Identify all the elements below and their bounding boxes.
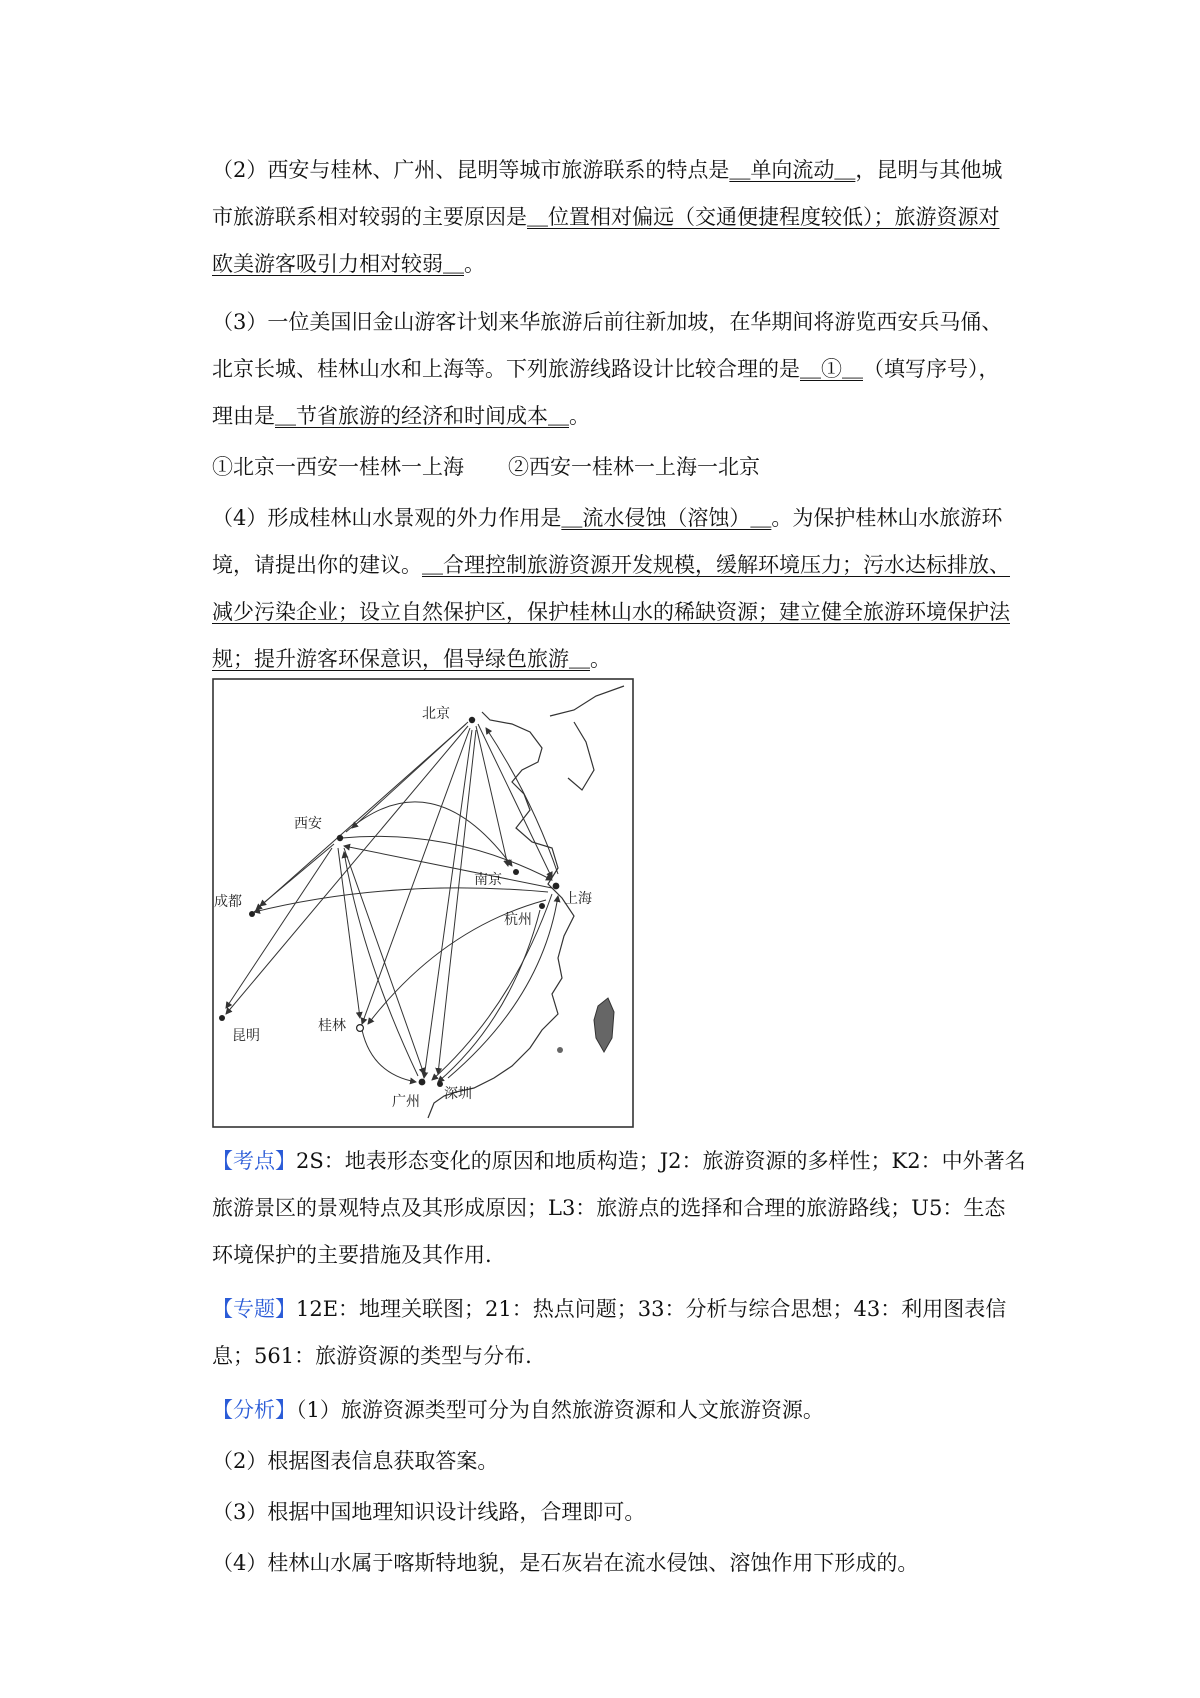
q3-option-2: ②西安一桂林一上海一北京 bbox=[508, 455, 760, 479]
kunming-label: 昆明 bbox=[232, 1028, 260, 1044]
q3-option-1: ①北京一西安一桂林一上海 bbox=[212, 455, 464, 479]
q2-text: ，昆明与其他城 bbox=[855, 158, 1003, 182]
q3-text: 。 bbox=[569, 404, 590, 428]
zhuanti-line-1 bbox=[212, 1294, 1006, 1324]
kunming-dot bbox=[219, 1015, 225, 1021]
kaodian-line-2: 旅游景区的景观特点及其形成原因；L3：旅游点的选择和合理的旅游路线；U5：生态 bbox=[212, 1196, 1006, 1220]
q4-text: 境，请提出你的建议。 bbox=[212, 553, 422, 577]
nanjing-dot bbox=[513, 869, 519, 875]
hangzhou-label: 杭州 bbox=[504, 912, 532, 928]
q3-line-3 bbox=[212, 401, 590, 431]
hangzhou-dot bbox=[539, 903, 545, 909]
q3-answer-1: ＿①＿ bbox=[800, 357, 863, 381]
kaodian-tag: 【考点】 bbox=[212, 1149, 296, 1173]
fenxi-line-2: （2）根据图表信息获取答案。 bbox=[212, 1449, 499, 1473]
beijing-label: 北京 bbox=[422, 706, 450, 722]
chengdu-dot bbox=[249, 911, 255, 917]
small-island bbox=[557, 1047, 563, 1053]
q3-text: （填写序号）， bbox=[863, 357, 1000, 381]
q2-answer-2: ＿位置相对偏远（交通便捷程度较低）；旅游资源对 bbox=[527, 205, 1000, 229]
shanghai-dot bbox=[553, 883, 560, 890]
tourism-flow-map bbox=[212, 678, 634, 1128]
q2-answer-2-cont: 欧美游客吸引力相对较弱＿ bbox=[212, 252, 464, 276]
q2-text: 。 bbox=[464, 252, 485, 276]
xian-label: 西安 bbox=[294, 816, 322, 832]
q3-text: 北京长城、桂林山水和上海等。下列旅游线路设计比较合理的是 bbox=[212, 357, 800, 381]
q3-line-1: （3）一位美国旧金山游客计划来华旅游后前往新加坡，在华期间将游览西安兵马俑、 bbox=[212, 310, 1003, 334]
guangzhou-label: 广州 bbox=[392, 1094, 420, 1110]
q4-text: 。为保护桂林山水旅游环 bbox=[771, 506, 1003, 530]
shenzhen-dot bbox=[437, 1081, 443, 1087]
fenxi-line-4: （4）桂林山水属于喀斯特地貌，是石灰岩在流水侵蚀、溶蚀作用下形成的。 bbox=[212, 1551, 919, 1575]
guangzhou-dot bbox=[419, 1079, 426, 1086]
q4-answer-2: ＿合理控制旅游资源开发规模，缓解环境压力；污水达标排放、 bbox=[422, 553, 1010, 577]
fenxi-tag: 【分析】 bbox=[212, 1398, 296, 1422]
nanjing-label: 南京 bbox=[474, 872, 502, 888]
fenxi-line-3: （3）根据中国地理知识设计线路，合理即可。 bbox=[212, 1500, 646, 1524]
chengdu-label: 成都 bbox=[214, 894, 242, 910]
q4-answer-2-cont: 减少污染企业；设立自然保护区，保护桂林山水的稀缺资源；建立健全旅游环境保护法 bbox=[212, 600, 1010, 624]
q2-text: （2）西安与桂林、广州、昆明等城市旅游联系的特点是 bbox=[212, 158, 730, 182]
q3-line-2 bbox=[212, 354, 1000, 384]
q2-text: 市旅游联系相对较弱的主要原因是 bbox=[212, 205, 527, 229]
kaodian-line-1 bbox=[212, 1146, 1026, 1176]
q3-text: 理由是 bbox=[212, 404, 275, 428]
zhuanti-text: 12E：地理关联图；21：热点问题；33：分析与综合思想；43：利用图表信 bbox=[296, 1297, 1007, 1321]
q4-answer-1: ＿流水侵蚀（溶蚀）＿ bbox=[561, 506, 772, 530]
xian-dot bbox=[337, 835, 343, 841]
q4-line-1 bbox=[212, 503, 1002, 533]
zhuanti-line-2: 息；561：旅游资源的类型与分布. bbox=[212, 1344, 532, 1368]
q2-line-3 bbox=[212, 249, 485, 279]
q4-answer-2-end: 规；提升游客环保意识，倡导绿色旅游＿ bbox=[212, 647, 590, 671]
q4-text: （4）形成桂林山水景观的外力作用是 bbox=[212, 506, 562, 530]
q2-line-2 bbox=[212, 202, 1000, 232]
beijing-dot bbox=[469, 717, 475, 723]
q4-line-3 bbox=[212, 597, 1010, 627]
map-svg bbox=[212, 678, 634, 1128]
guilin-label: 桂林 bbox=[318, 1018, 346, 1034]
q4-text: 。 bbox=[590, 647, 611, 671]
kaodian-text: 2S：地表形态变化的原因和地质构造；J2：旅游资源的多样性；K2：中外著名 bbox=[296, 1149, 1026, 1173]
kaodian-line-3: 环境保护的主要措施及其作用. bbox=[212, 1243, 492, 1267]
q2-line-1 bbox=[212, 155, 1002, 185]
q2-answer-1: ＿单向流动＿ bbox=[729, 158, 856, 182]
shenzhen-label: 深圳 bbox=[444, 1086, 472, 1102]
q4-line-2 bbox=[212, 550, 1010, 580]
zhuanti-tag: 【专题】 bbox=[212, 1297, 296, 1321]
q3-answer-2: ＿节省旅游的经济和时间成本＿ bbox=[275, 404, 569, 428]
shanghai-label: 上海 bbox=[564, 891, 592, 907]
fenxi-line-1 bbox=[212, 1395, 824, 1425]
fenxi-text: （1）旅游资源类型可分为自然旅游资源和人文旅游资源。 bbox=[296, 1398, 824, 1422]
q4-line-4 bbox=[212, 644, 611, 674]
q3-options bbox=[212, 452, 760, 482]
